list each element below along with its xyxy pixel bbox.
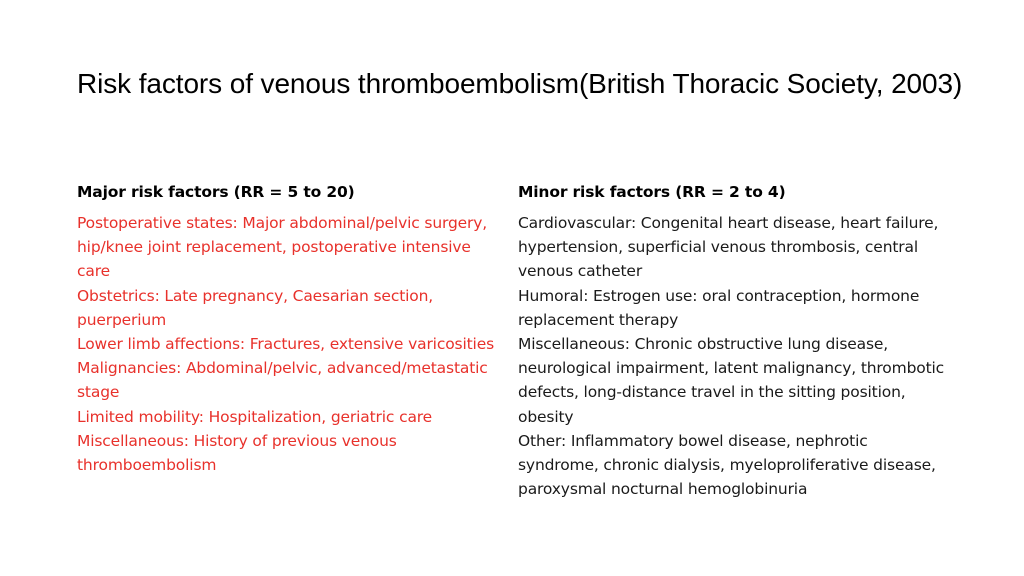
list-item: Lower limb affections: Fractures, extensive varicosities [77, 335, 495, 354]
list-item: Humoral: Estrogen use: oral contraception, hormone replacement therapy [518, 286, 920, 329]
list-item: Malignancies: Abdominal/pelvic, advanced/metastatic stage [77, 359, 488, 402]
list-item: Miscellaneous: History of previous venous thromboembolism [77, 431, 397, 475]
major-risk-factors-header: Major risk factors (RR = 5 to 20) [77, 183, 355, 201]
list-item: Limited mobility: Hospitalization, geriatric care [77, 407, 433, 426]
minor-risk-factors-column [518, 182, 952, 501]
list-item: Obstetrics: Late pregnancy, Caesarian section, puerperium [77, 286, 434, 329]
minor-risk-factors-body [518, 211, 952, 501]
list-item: Cardiovascular: Congenital heart disease, heart failure, hypertension, superficial venous thrombosis, central venous catheter [518, 214, 939, 281]
list-item: Other: Inflammatory bowel disease, nephrotic syndrome, chronic dialysis, myeloproliferative disease, paroxysmal nocturnal hemoglobinuria [518, 431, 936, 499]
list-item: Postoperative states: Major abdominal/pelvic surgery, hip/knee joint replacement, postoperative intensive care [77, 214, 488, 281]
list-item: Miscellaneous: Chronic obstructive lung disease, neurological impairment, latent malignancy, thrombotic defects, long-distance travel in the sitting position, obesity [518, 335, 945, 426]
major-risk-factors-body [77, 211, 503, 477]
page-title: Risk factors of venous thromboembolism(British Thoracic Society, 2003) [77, 68, 963, 99]
major-risk-factors-column [77, 182, 503, 477]
minor-risk-factors-header: Minor risk factors (RR = 2 to 4) [518, 183, 786, 201]
